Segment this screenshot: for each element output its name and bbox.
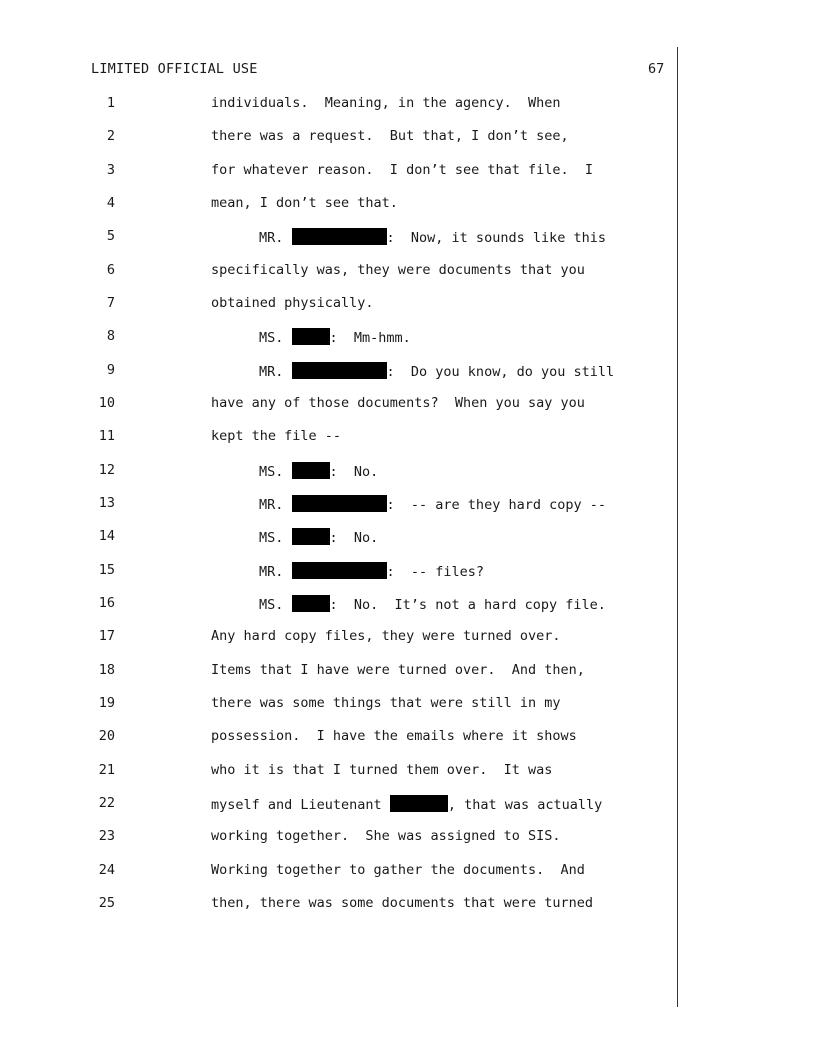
line-text: kept the file --: [211, 428, 342, 444]
line-text: [259, 228, 606, 246]
line-number: 18: [98, 662, 115, 678]
line-text: there was some things that were still in my: [211, 695, 561, 711]
speaker-label: MS.: [259, 464, 284, 480]
line-text: [211, 795, 602, 813]
transcript-line: [0, 328, 816, 348]
transcript-line: [0, 395, 816, 415]
transcript-line: [0, 228, 816, 248]
line-number: 23: [98, 828, 115, 844]
page-number: 67: [648, 61, 665, 77]
speaker-label: MS.: [259, 597, 284, 613]
transcript-line: [0, 162, 816, 182]
line-text: [259, 595, 606, 613]
redaction-block: [292, 462, 330, 479]
redaction-block: [292, 228, 387, 245]
speech-text: : Now, it sounds like this: [386, 230, 606, 246]
speaker-label: MR.: [259, 364, 284, 380]
line-number: 1: [106, 95, 115, 111]
line-number: 2: [106, 128, 115, 144]
line-number: 17: [98, 628, 115, 644]
line-text: Items that I have were turned over. And then,: [211, 662, 585, 678]
transcript-line: [0, 462, 816, 482]
redaction-block: [292, 562, 387, 579]
line-number: 13: [98, 495, 115, 511]
transcript-line: [0, 428, 816, 448]
transcript-line: [0, 595, 816, 615]
classification-header: LIMITED OFFICIAL USE: [91, 61, 258, 77]
line-number: 6: [106, 262, 115, 278]
speaker-label: MR.: [259, 497, 284, 513]
line-number: 9: [106, 362, 115, 378]
line-number: 7: [106, 295, 115, 311]
transcript-line: [0, 628, 816, 648]
line-text: [259, 328, 411, 346]
line-number: 8: [106, 328, 115, 344]
line-text: obtained physically.: [211, 295, 374, 311]
line-number: 19: [98, 695, 115, 711]
transcript-line: [0, 95, 816, 115]
line-number: 12: [98, 462, 115, 478]
transcript-line: [0, 728, 816, 748]
transcript-line: [0, 295, 816, 315]
line-number: 5: [106, 228, 115, 244]
line-text: individuals. Meaning, in the agency. When: [211, 95, 561, 111]
transcript-line: [0, 795, 816, 815]
speech-text: : No.: [329, 530, 379, 546]
line-number: 20: [98, 728, 115, 744]
speech-text: myself and Lieutenant: [211, 797, 390, 813]
transcript-line: [0, 262, 816, 282]
speaker-label: MR.: [259, 564, 284, 580]
transcript-line: [0, 528, 816, 548]
line-text: there was a request. But that, I don’t see,: [211, 128, 569, 144]
redaction-block: [292, 528, 330, 545]
line-number: 21: [98, 762, 115, 778]
line-number: 14: [98, 528, 115, 544]
redaction-block: [292, 362, 387, 379]
transcript-line: [0, 895, 816, 915]
speaker-label: MS.: [259, 330, 284, 346]
speech-text: : Mm-hmm.: [329, 330, 411, 346]
line-number: 11: [98, 428, 115, 444]
redaction-block: [292, 495, 387, 512]
speech-text: : -- files?: [386, 564, 485, 580]
speaker-label: MR.: [259, 230, 284, 246]
speech-text: : Do you know, do you still: [386, 364, 615, 380]
line-text: [259, 562, 484, 580]
transcript-line: [0, 662, 816, 682]
transcript-line: [0, 828, 816, 848]
line-number: 4: [106, 195, 115, 211]
redaction-block: [390, 795, 448, 812]
line-text: possession. I have the emails where it shows: [211, 728, 577, 744]
line-number: 10: [98, 395, 115, 411]
transcript-line: [0, 695, 816, 715]
line-text: who it is that I turned them over. It was: [211, 762, 553, 778]
transcript-line: [0, 195, 816, 215]
line-text: [259, 495, 606, 513]
line-text: mean, I don’t see that.: [211, 195, 398, 211]
line-text: [259, 528, 378, 546]
transcript-line: [0, 362, 816, 382]
transcript-line: [0, 128, 816, 148]
redaction-block: [292, 595, 330, 612]
line-text: [259, 362, 614, 380]
line-number: 15: [98, 562, 115, 578]
line-text: then, there was some documents that were turned: [211, 895, 594, 911]
speech-text: : -- are they hard copy --: [386, 497, 606, 513]
line-text: working together. She was assigned to SIS.: [211, 828, 561, 844]
line-number: 3: [106, 162, 115, 178]
speaker-label: MS.: [259, 530, 284, 546]
line-text: have any of those documents? When you say you: [211, 395, 585, 411]
redaction-block: [292, 328, 330, 345]
speech-text: : No. It’s not a hard copy file.: [329, 597, 606, 613]
transcript-line: [0, 862, 816, 882]
transcript-line: [0, 762, 816, 782]
transcript-line: [0, 562, 816, 582]
line-number: 25: [98, 895, 115, 911]
line-number: 24: [98, 862, 115, 878]
speech-text: : No.: [329, 464, 379, 480]
line-text: specifically was, they were documents that you: [211, 262, 585, 278]
line-text: for whatever reason. I don’t see that file. I: [211, 162, 594, 178]
line-number: 22: [98, 795, 115, 811]
transcript-line: [0, 495, 816, 515]
line-number: 16: [98, 595, 115, 611]
speech-text: , that was actually: [447, 797, 603, 813]
line-text: [259, 462, 378, 480]
line-text: Working together to gather the documents. And: [211, 862, 585, 878]
line-text: Any hard copy files, they were turned over.: [211, 628, 561, 644]
